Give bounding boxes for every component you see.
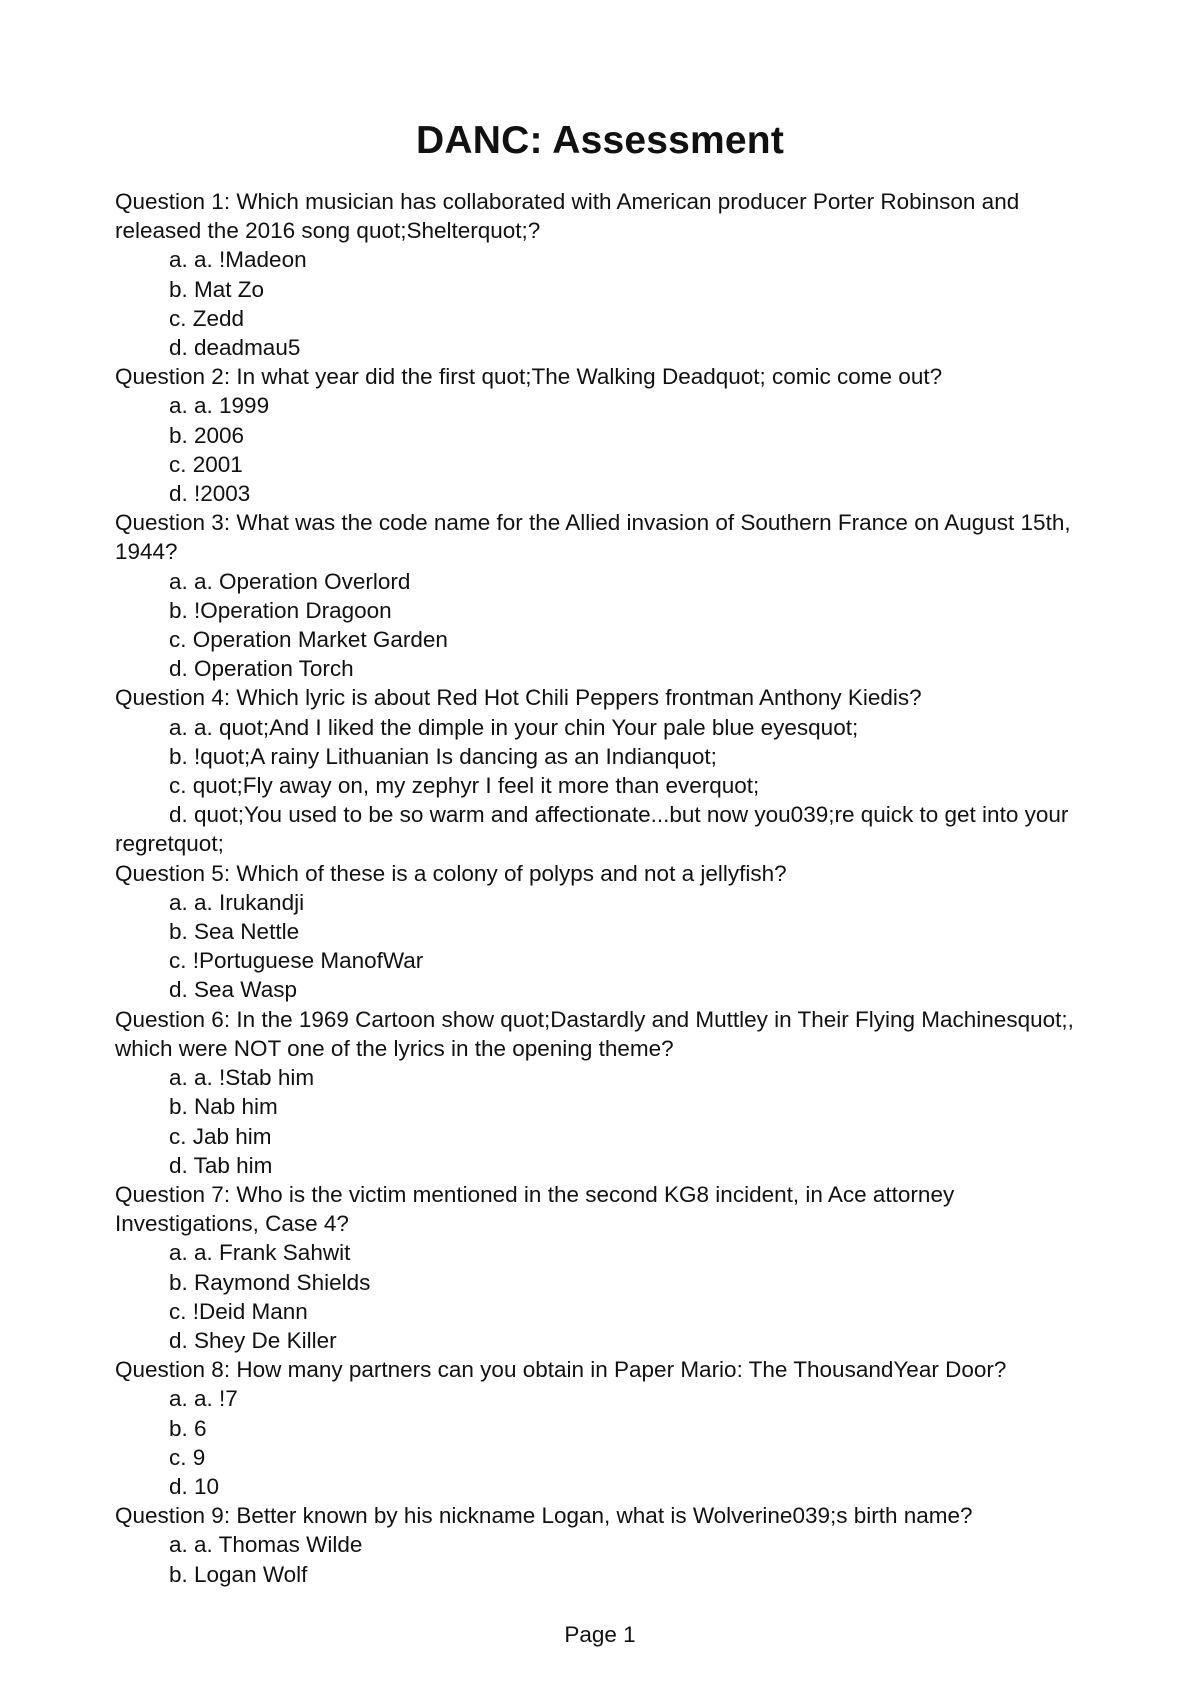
answer-option: d. Operation Torch — [169, 656, 354, 682]
answer-option: a. a. !Stab him — [169, 1065, 315, 1091]
answer-option: d. Shey De Killer — [169, 1327, 337, 1353]
answer-option: b. Logan Wolf — [169, 1561, 308, 1587]
answer-option: b. !quot;A rainy Lithuanian Is dancing as an Indianquot; — [169, 743, 717, 769]
question-list — [115, 187, 1100, 1589]
answer-option: d. Sea Wasp — [169, 977, 297, 1003]
answer-option: c. Jab him — [169, 1123, 272, 1149]
answer-option: b. Nab him — [169, 1094, 278, 1120]
question-text: Question 3: What was the code name for the Allied invasion of Southern France on August 15th, 1944? — [115, 510, 1071, 565]
page-number: Page 1 — [564, 1622, 636, 1647]
question-text: Question 4: Which lyric is about Red Hot Chili Peppers frontman Anthony Kiedis? — [115, 685, 922, 711]
answer-option: c. quot;Fly away on, my zephyr I feel it more than everquot; — [169, 773, 760, 799]
answer-option: a. a. Thomas Wilde — [169, 1532, 363, 1558]
question-text: Question 2: In what year did the first quot;The Walking Deadquot; comic come out? — [115, 364, 943, 390]
question-9 — [115, 1501, 1100, 1589]
question-text: Question 7: Who is the victim mentioned in the second KG8 incident, in Ace attorney Investigations, Case 4? — [115, 1181, 955, 1237]
answer-option: d. Tab him — [169, 1152, 273, 1178]
question-text: Question 5: Which of these is a colony of polyps and not a jellyfish? — [115, 860, 787, 886]
answer-option: b. !Operation Dragoon — [169, 597, 392, 623]
answer-option: a. a. 1999 — [169, 393, 270, 419]
question-3 — [115, 508, 1100, 683]
question-text: Question 1: Which musician has collaborated with American producer Porter Robinson and released the 2016 song quot;Shelterquot;? — [115, 189, 1020, 244]
answer-option: c. 9 — [169, 1444, 206, 1470]
answer-option: b. 2006 — [169, 422, 245, 448]
answer-option: c. Operation Market Garden — [169, 627, 448, 653]
question-text: Question 6: In the 1969 Cartoon show quot;Dastardly and Muttley in Their Flying Machinesquot;, which were NOT one of the lyrics in the opening theme? — [115, 1006, 1074, 1061]
answer-option: d. quot;You used to be so warm and affectionate...but now you039;re quick to get into your regretquot; — [115, 802, 1069, 857]
answer-option: b. 6 — [169, 1415, 207, 1441]
question-2 — [115, 362, 1100, 508]
answer-option: a. a. Operation Overlord — [169, 568, 411, 594]
question-8 — [115, 1355, 1100, 1501]
question-text: Question 9: Better known by his nickname Logan, what is Wolverine039;s birth name? — [115, 1503, 973, 1529]
question-6 — [115, 1005, 1100, 1180]
answer-option: b. Sea Nettle — [169, 919, 300, 945]
question-4 — [115, 683, 1100, 858]
answer-option: a. a. quot;And I liked the dimple in your chin Your pale blue eyesquot; — [169, 714, 859, 740]
answer-option: c. Zedd — [169, 305, 245, 331]
answer-option: c. 2001 — [169, 451, 243, 477]
answer-option: d. deadmau5 — [169, 335, 301, 361]
answer-option: a. a. !Madeon — [169, 247, 307, 273]
answer-option: c. !Portuguese ManofWar — [169, 948, 424, 974]
question-text: Question 8: How many partners can you obtain in Paper Mario: The ThousandYear Door? — [115, 1357, 1007, 1383]
answer-option: d. 10 — [169, 1473, 220, 1499]
answer-option: b. Raymond Shields — [169, 1269, 371, 1295]
question-7 — [115, 1180, 1100, 1355]
answer-option: a. a. !7 — [169, 1386, 238, 1412]
answer-option: b. Mat Zo — [169, 276, 265, 302]
question-1 — [115, 187, 1100, 362]
answer-option: d. !2003 — [169, 481, 251, 507]
question-5 — [115, 859, 1100, 1005]
answer-option: a. a. Frank Sahwit — [169, 1240, 351, 1266]
answer-option: c. !Deid Mann — [169, 1298, 308, 1324]
answer-option: a. a. Irukandji — [169, 889, 305, 915]
document-title: DANC: Assessment — [415, 119, 785, 162]
